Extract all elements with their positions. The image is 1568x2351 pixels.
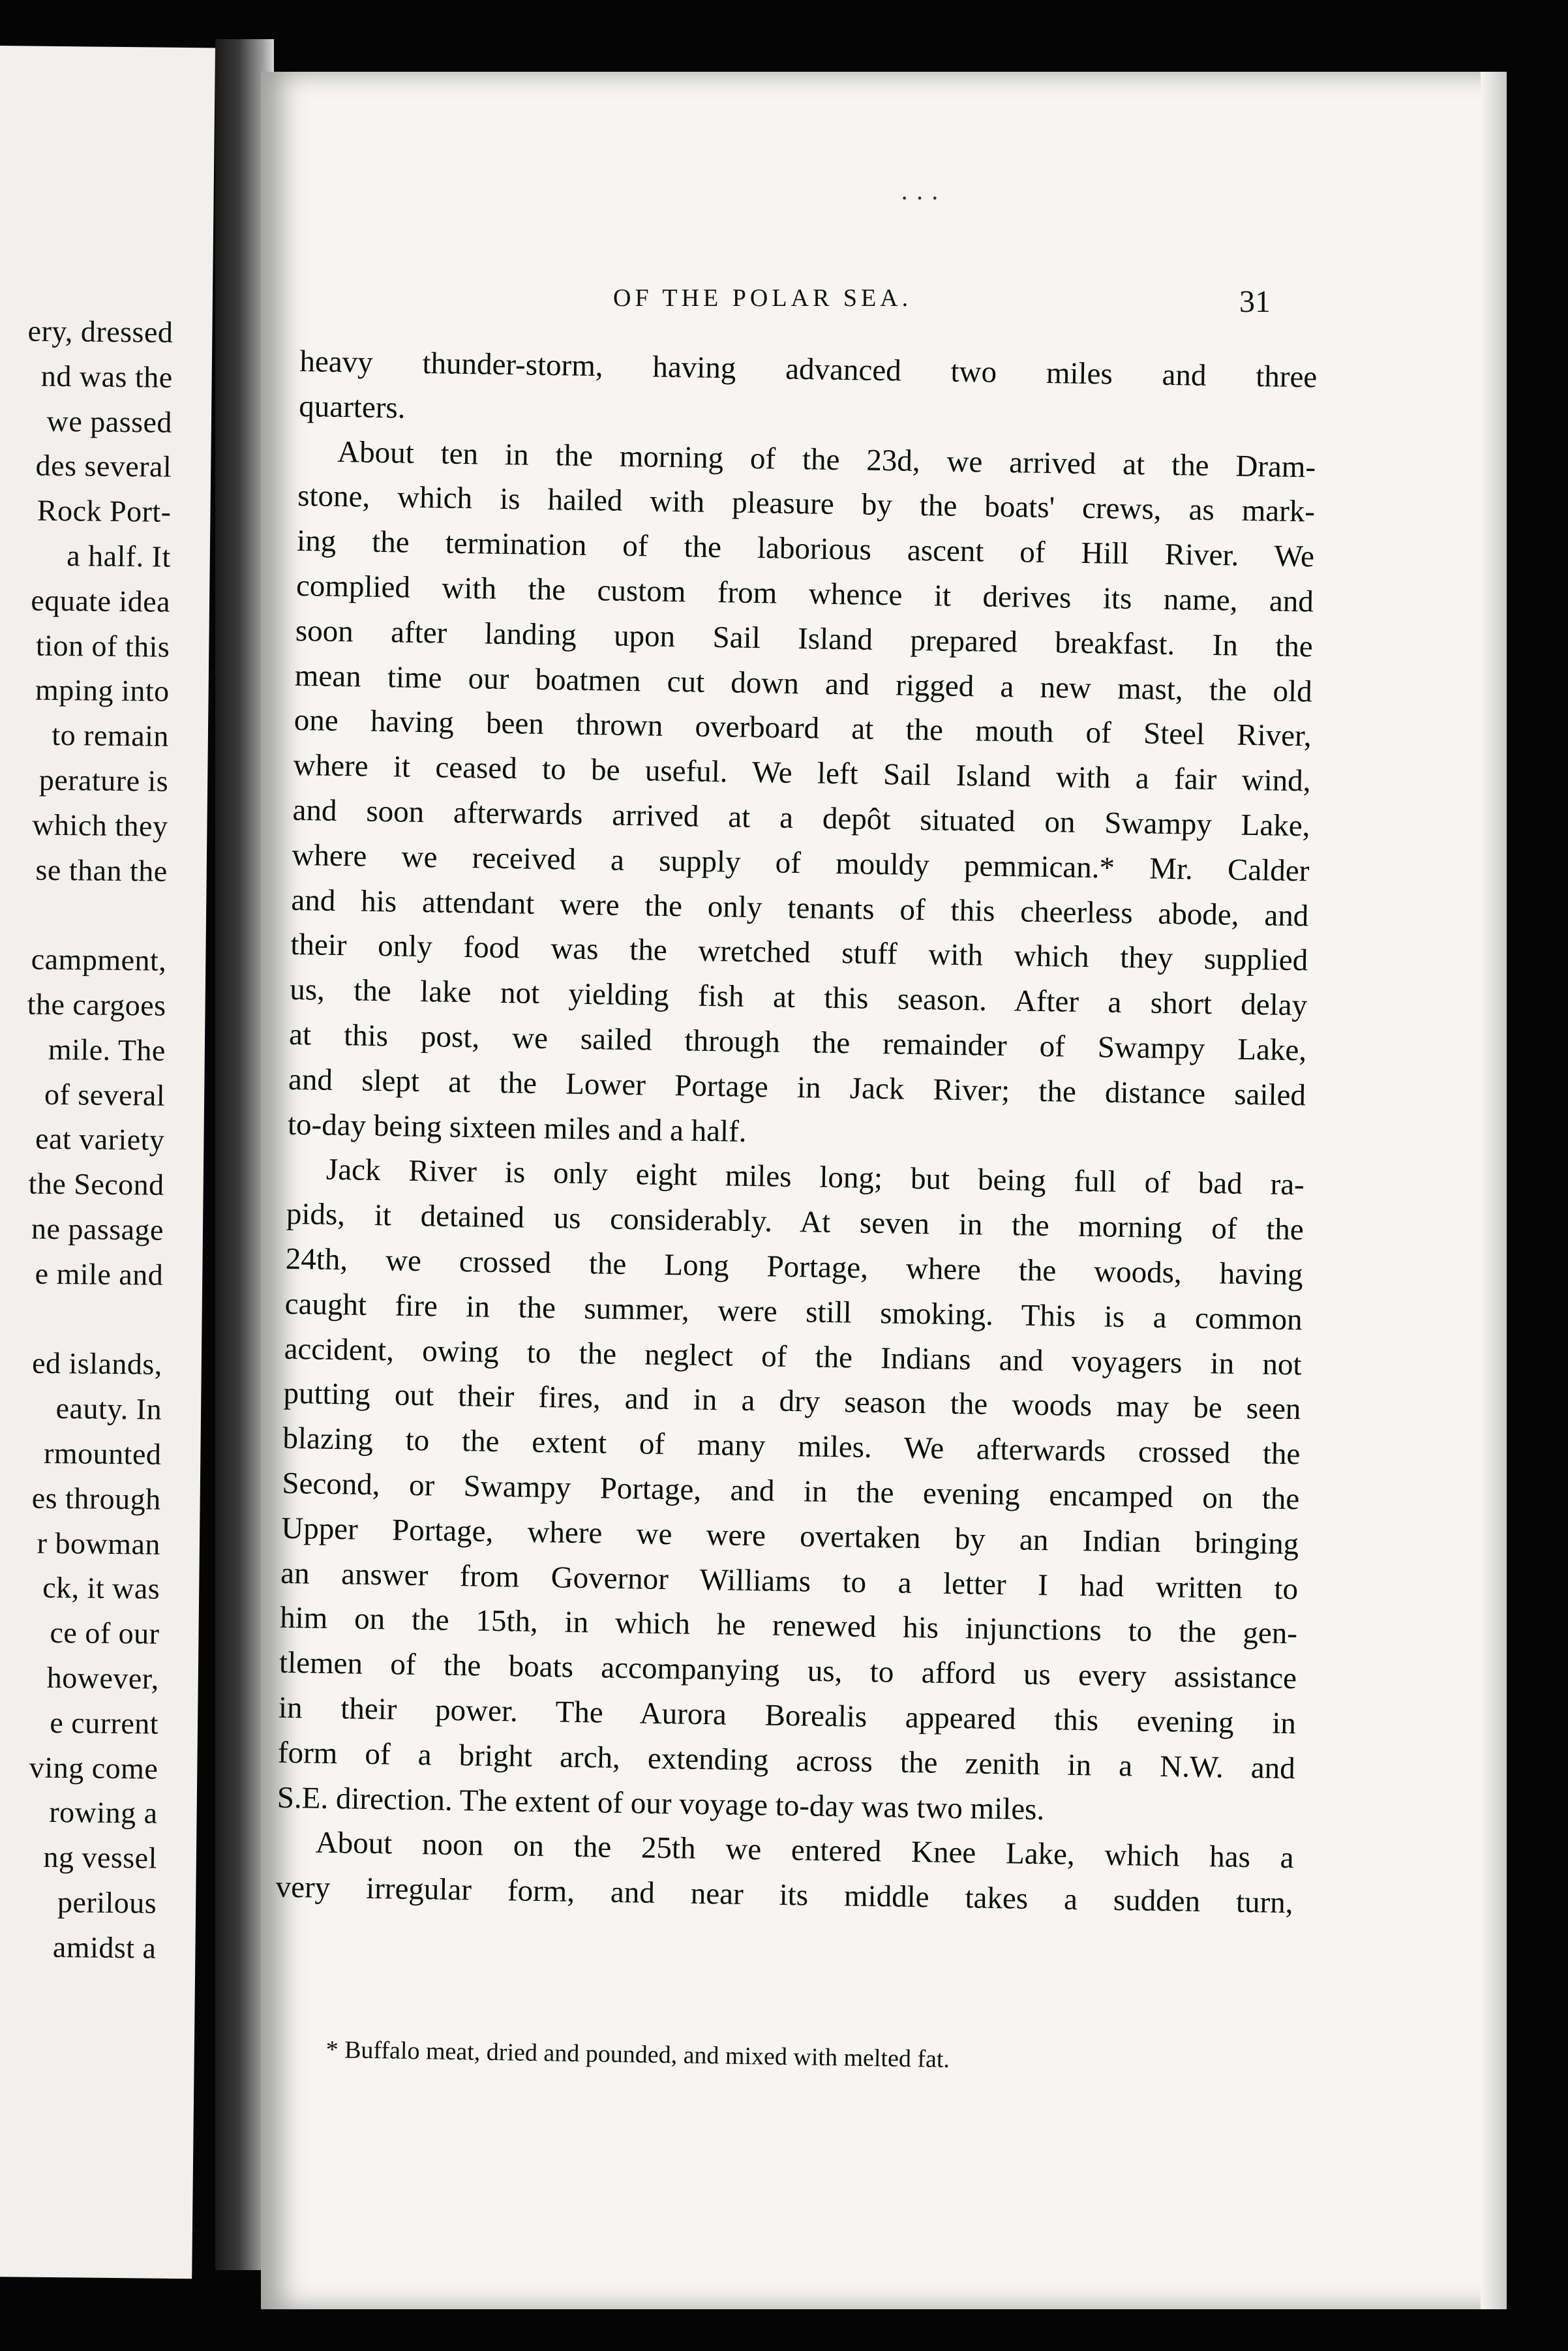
left-page-line: campment, xyxy=(31,942,167,977)
page-edge xyxy=(1481,72,1507,2309)
left-page-line: mping into xyxy=(35,673,170,708)
left-page-line: ed islands, xyxy=(31,1346,163,1382)
left-page-line: Rock Port- xyxy=(37,493,172,528)
body-line: stone, which is hailed with pleasure by the boats' crews, as mark- xyxy=(297,479,1316,529)
body-line: About ten in the morning of the 23d, we arrived at the Dram- xyxy=(337,434,1316,485)
body-line: mean time our boatmen cut down and rigged a new mast, the old xyxy=(294,658,1313,709)
body-line: blazing to the extent of many miles. We afterwards crossed the xyxy=(282,1421,1301,1472)
body-line: one having been thrown overboard at the mouth of Steel River, xyxy=(294,703,1312,753)
body-line: complied with the custom from whence it derives its name, and xyxy=(295,568,1314,619)
left-page-line: equate idea xyxy=(31,583,171,618)
body-line: caught fire in the summer, were still smoking. This is a common xyxy=(284,1286,1303,1337)
left-page-line: however, xyxy=(46,1660,160,1695)
left-page-line: nd was the xyxy=(40,359,173,394)
left-page-line: ng vessel xyxy=(43,1840,158,1875)
left-page-line: of several xyxy=(44,1077,166,1112)
left-page-line: a half. It xyxy=(67,539,172,573)
body-line: quarters. xyxy=(298,389,406,425)
left-page-line: es through xyxy=(31,1481,161,1516)
body-line: us, the lake not yielding fish at this season. After a short delay xyxy=(289,973,1308,1023)
body-line: accident, owing to the neglect of the Indians and voyagers in not xyxy=(284,1331,1302,1382)
left-page-line: des several xyxy=(35,449,172,484)
body-line: Jack River is only eight miles long; but being full of bad ra- xyxy=(325,1153,1305,1202)
left-page-line: the cargoes xyxy=(27,987,166,1022)
left-page-line: tion of this xyxy=(35,628,170,663)
left-page-line: the Second xyxy=(28,1166,164,1202)
left-page-line: ving come xyxy=(29,1750,158,1785)
left-page-line: ck, it was xyxy=(42,1571,160,1606)
body-line: an answer from Governor Williams to a letter I had written to xyxy=(280,1556,1299,1606)
left-page-line: perature is xyxy=(38,763,169,798)
left-page-line: perilous xyxy=(57,1885,157,1920)
footnote: * Buffalo meat, dried and pounded, and mixed with melted fat. xyxy=(325,2035,950,2074)
body-text xyxy=(275,339,1318,1926)
body-line: Second, or Swampy Portage, and in the evening encamped on the xyxy=(282,1466,1300,1517)
body-line: form of a bright arch, extending across the zenith in a N.W. and xyxy=(277,1735,1296,1785)
body-line: and soon afterwards arrived at a depôt situated on Swampy Lake, xyxy=(292,793,1310,843)
left-page-line: se than the xyxy=(35,853,168,888)
body-line: at this post, we sailed through the remainder of Swampy Lake, xyxy=(288,1017,1307,1068)
left-page-line: mile. The xyxy=(48,1032,166,1067)
left-page-line: eauty. In xyxy=(55,1391,162,1426)
body-line: tlemen of the boats accompanying us, to afford us every assistance xyxy=(279,1645,1297,1696)
running-head: OF THE POLAR SEA. xyxy=(613,284,912,312)
body-line: where it ceased to be useful. We left Sail Island with a fair wind, xyxy=(293,748,1311,798)
left-page-line: e mile and xyxy=(35,1256,164,1292)
body-line: to-day being sixteen miles and a half. xyxy=(287,1107,747,1149)
left-facing-page xyxy=(0,46,215,2279)
body-line: About noon on the 25th we entered Knee Lake, which has a xyxy=(315,1825,1295,1875)
left-page-line: rowing a xyxy=(49,1795,158,1830)
body-line: and slept at the Lower Portage in Jack River; the distance sailed xyxy=(288,1062,1306,1113)
left-page-line: r bowman xyxy=(37,1526,161,1561)
body-line: him on the 15th, in which he renewed his injunctions to the gen- xyxy=(279,1601,1298,1651)
body-line: ing the termination of the laborious ascent of Hill River. We xyxy=(296,524,1315,574)
body-line: very irregular form, and near its middle takes a sudden turn, xyxy=(275,1870,1293,1920)
body-line: where we received a supply of mouldy pemmican.* Mr. Calder xyxy=(292,838,1310,888)
left-page-line: ne passage xyxy=(31,1211,164,1247)
body-line: and his attendant were the only tenants of this cheerless abode, and xyxy=(291,883,1309,933)
body-line: heavy thunder-storm, having advanced two miles and three xyxy=(299,344,1318,395)
left-page-line: ce of our xyxy=(50,1616,160,1650)
body-line: in their power. The Aurora Borealis appeared this evening in xyxy=(278,1690,1297,1741)
body-line: their only food was the wretched stuff with which they supplied xyxy=(290,928,1308,978)
left-page-line: amidst a xyxy=(52,1930,157,1965)
left-page-line: e current xyxy=(50,1705,159,1740)
body-line: S.E. direction. The extent of our voyage to-day was two miles. xyxy=(277,1780,1045,1827)
main-page xyxy=(261,72,1507,2309)
left-page-line: to remain xyxy=(52,718,170,753)
page-number: 31 xyxy=(1239,284,1271,319)
body-line: soon after landing upon Sail Island prepared breakfast. In the xyxy=(295,613,1314,664)
body-line: pids, it detained us considerably. At seven in the morning of the xyxy=(286,1196,1304,1247)
left-page-line: rmounted xyxy=(43,1436,162,1471)
body-line: 24th, we crossed the Long Portage, where the woods, having xyxy=(285,1241,1304,1292)
left-page-line: eat variety xyxy=(35,1122,165,1157)
body-line: Upper Portage, where we were overtaken by an Indian bringing xyxy=(280,1511,1299,1561)
ink-smudge: · · · xyxy=(900,183,939,213)
left-page-line: we passed xyxy=(46,404,173,439)
left-page-line: which they xyxy=(32,808,168,843)
body-line: putting out their fires, and in a dry season the woods may be seen xyxy=(283,1376,1301,1427)
left-page-line: ery, dressed xyxy=(27,314,173,349)
